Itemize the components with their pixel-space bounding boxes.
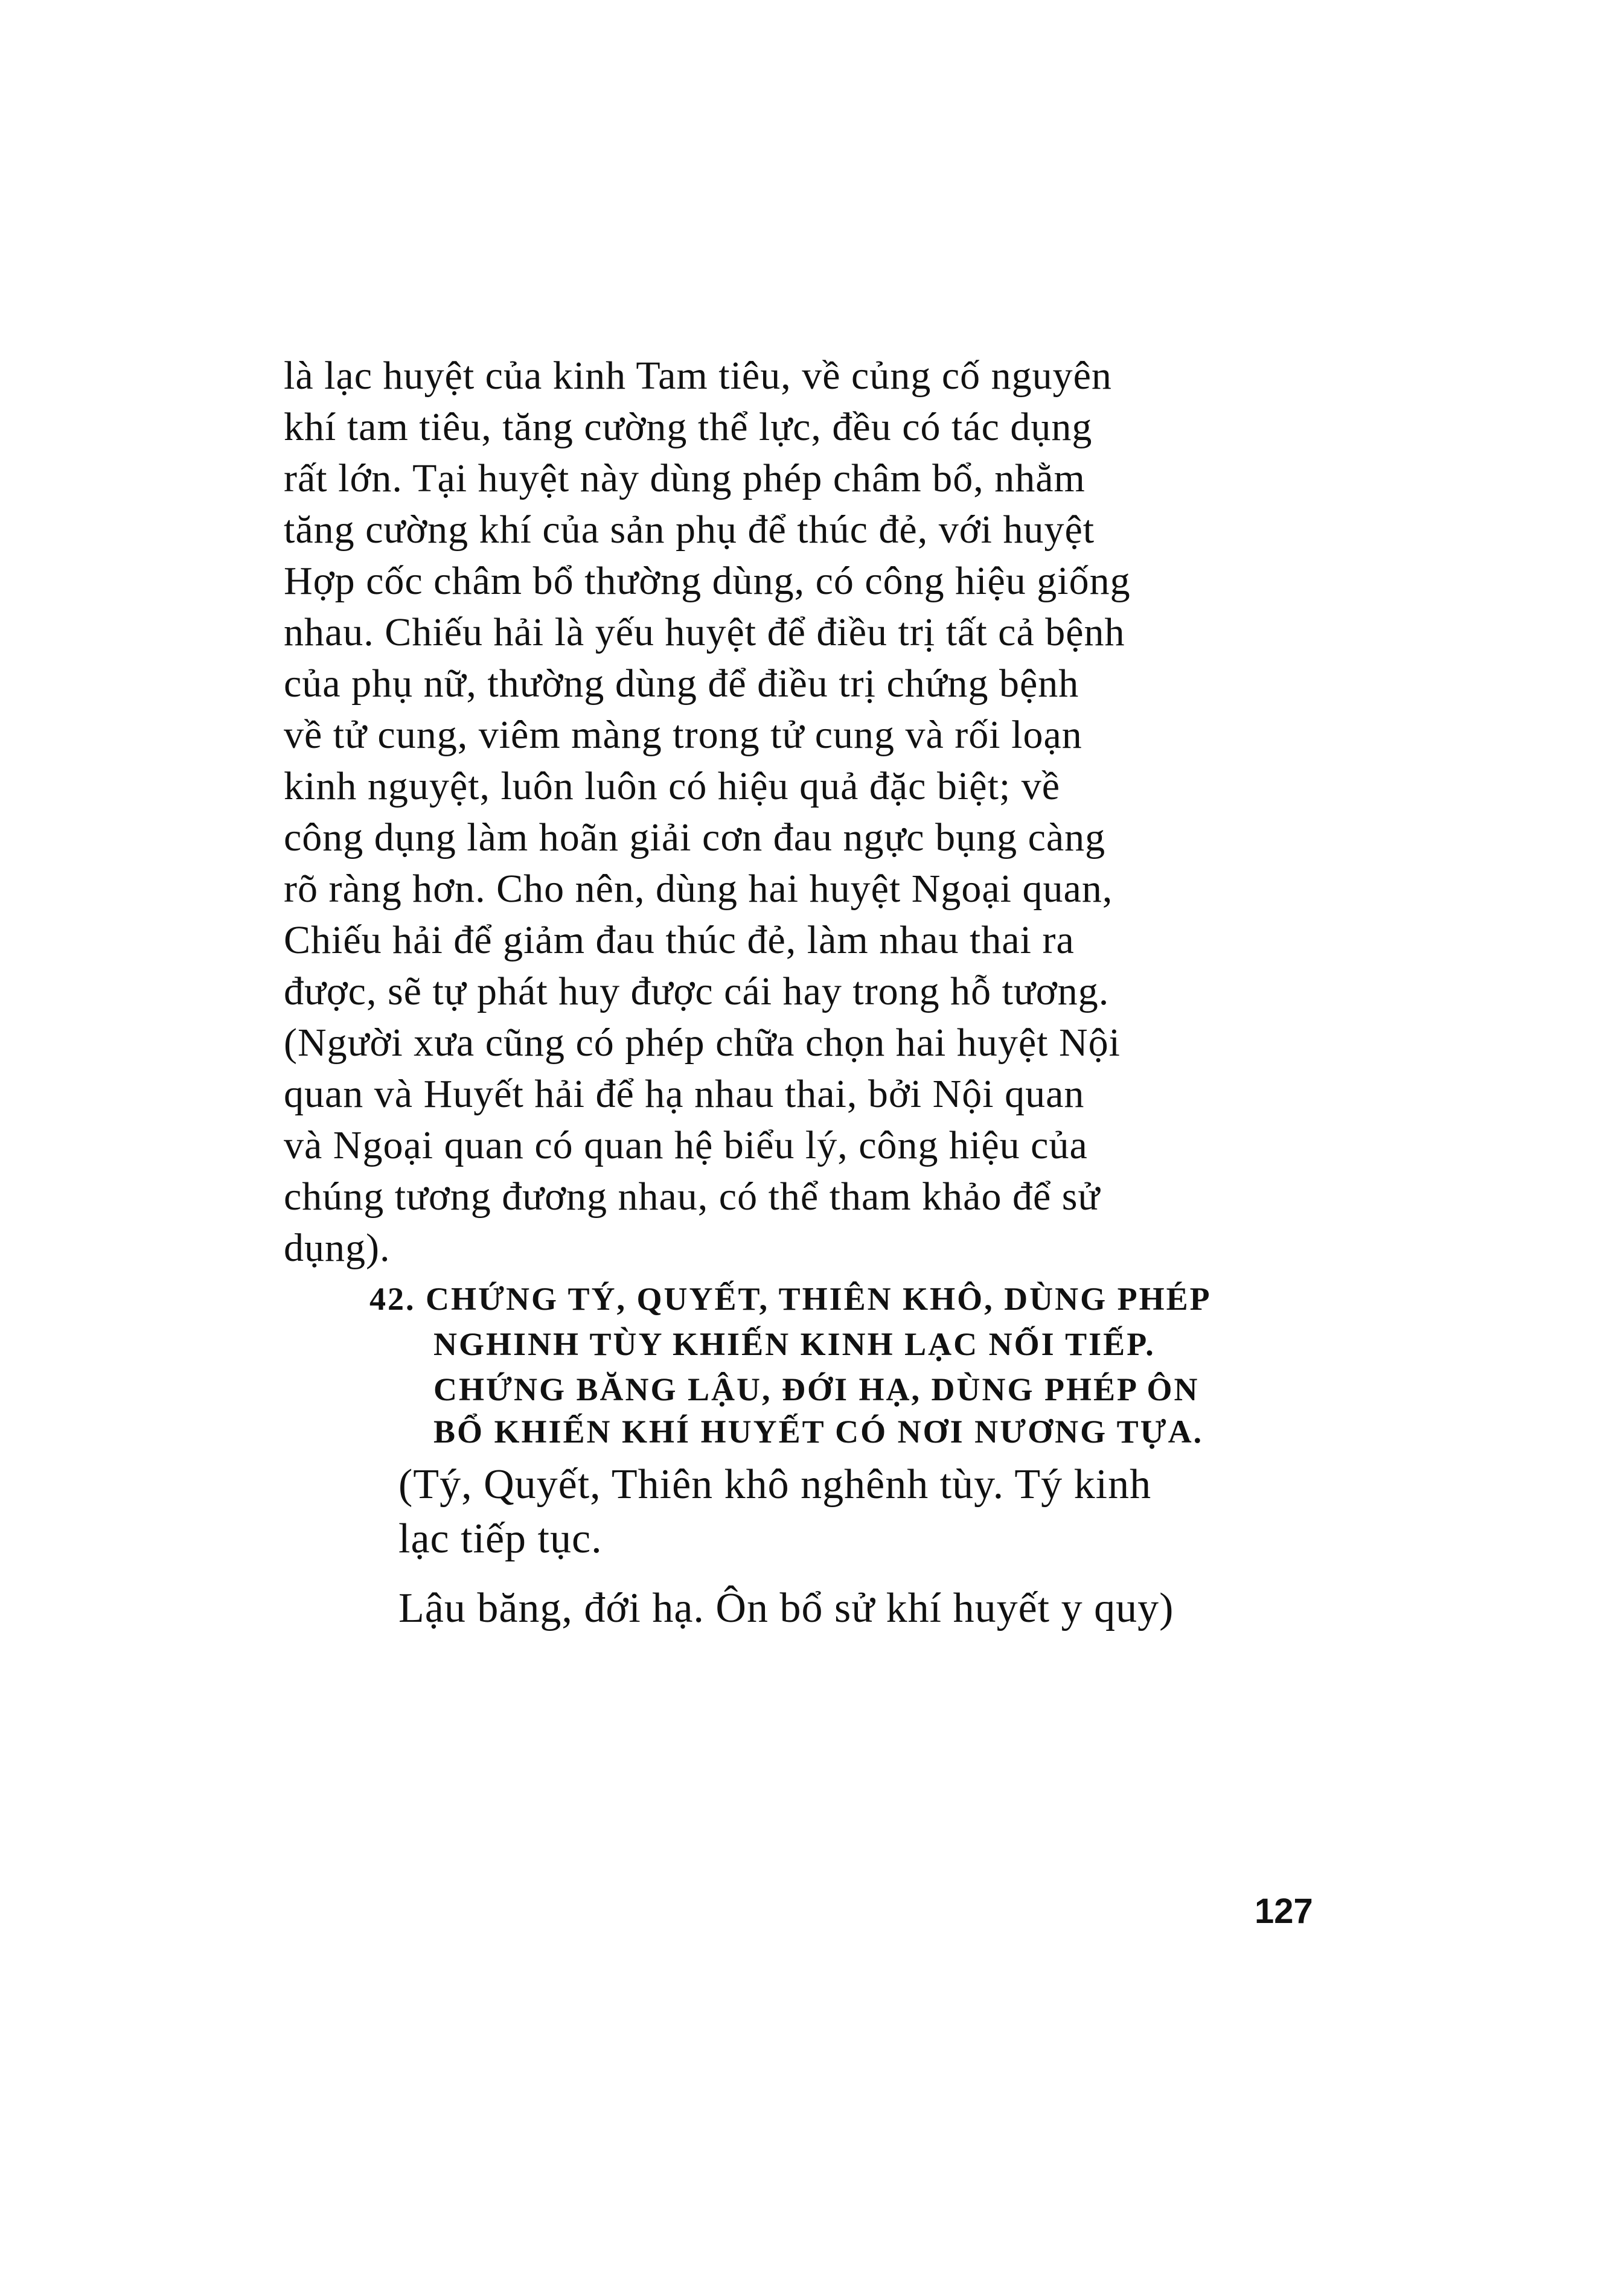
body-line: rõ ràng hơn. Cho nên, dùng hai huyệt Ngoại quan, [284,867,1113,911]
body-line: quan và Huyết hải để hạ nhau thai, bởi Nội quan [284,1072,1085,1116]
heading-line: NGHINH TÙY KHIẾN KINH LẠC NỐI TIẾP. [433,1326,1156,1362]
body-line: của phụ nữ, thường dùng để điều trị chứng bệnh [284,662,1079,706]
body-line: kinh nguyệt, luôn luôn có hiệu quả đặc biệt; về [284,764,1061,808]
body-line: được, sẽ tự phát huy được cái hay trong hỗ tương. [284,969,1110,1013]
body-line: Chiếu hải để giảm đau thúc đẻ, làm nhau thai ra [284,918,1075,962]
body-line: dụng). [284,1226,391,1270]
quote-line: (Tý, Quyết, Thiên khô nghênh tùy. Tý kinh [398,1461,1152,1508]
body-line: về tử cung, viêm màng trong tử cung và rối loạn [284,713,1082,757]
body-line: (Người xưa cũng có phép chữa chọn hai huyệt Nội [284,1021,1121,1065]
page-number: 127 [1255,1892,1313,1931]
body-line: tăng cường khí của sản phụ để thúc đẻ, với huyệt [284,508,1095,552]
body-line: là lạc huyệt của kinh Tam tiêu, về củng cố nguyên [284,354,1112,398]
body-line: khí tam tiêu, tăng cường thể lực, đều có tác dụng [284,405,1093,449]
body-line: Hợp cốc châm bổ thường dùng, có công hiệu giống [284,559,1131,603]
body-line: chúng tương đương nhau, có thể tham khảo để sử [284,1175,1101,1219]
body-line: và Ngoại quan có quan hệ biểu lý, công hiệu của [284,1123,1088,1167]
heading-line: 42. CHỨNG TÝ, QUYẾT, THIÊN KHÔ, DÙNG PHÉP [369,1281,1212,1317]
heading-line: CHỨNG BĂNG LẬU, ĐỚI HẠ, DÙNG PHÉP ÔN [433,1371,1200,1408]
body-line: rất lớn. Tại huyệt này dùng phép châm bổ, nhằm [284,456,1086,500]
quote-line: Lậu băng, đới hạ. Ôn bổ sử khí huyết y quy) [398,1585,1174,1631]
heading-line: BỔ KHIẾN KHÍ HUYẾT CÓ NƠI NƯƠNG TỰA. [433,1414,1204,1450]
quote-line: lạc tiếp tục. [398,1516,603,1562]
body-line: nhau. Chiếu hải là yếu huyệt để điều trị tất cả bệnh [284,610,1125,654]
body-line: công dụng làm hoãn giải cơn đau ngực bụng càng [284,815,1106,859]
